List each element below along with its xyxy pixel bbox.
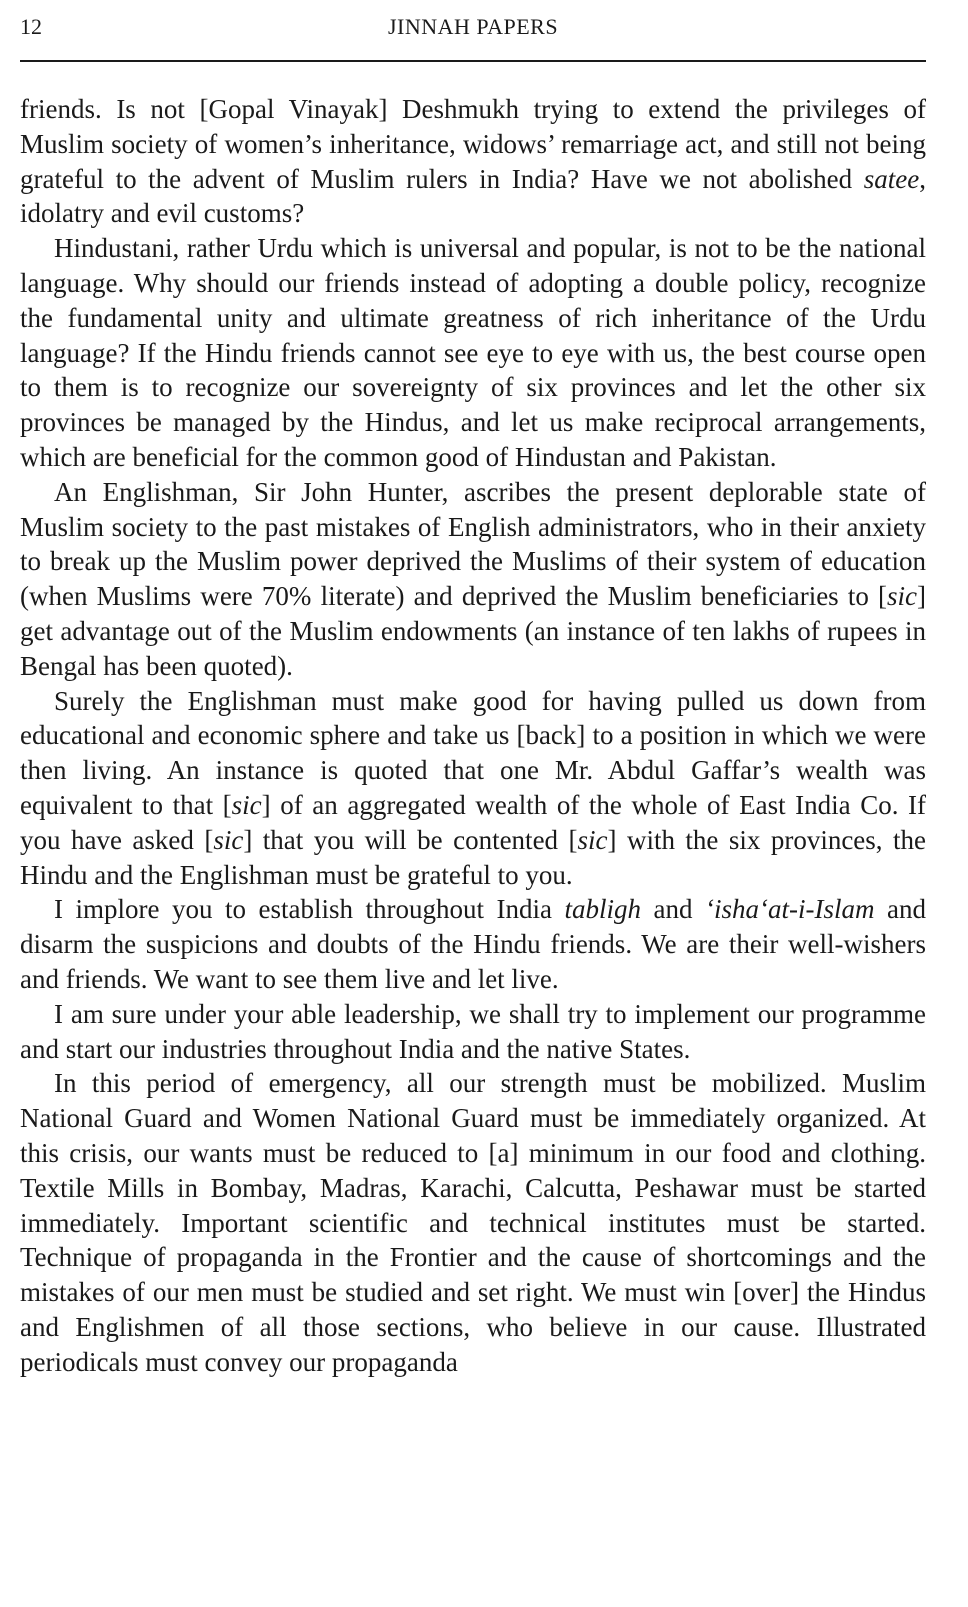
paragraph — [20, 997, 926, 1067]
text-run: An Englishman, Sir John Hunter, ascribes the present deplorable state of Muslim society to the past mistakes of English administrators, who in their anxiety to break up the Muslim power deprived the Muslims of their system of education (when Muslims were 70% literate) and deprived the Muslim beneficiaries to [ — [20, 476, 926, 612]
italic-term: sic — [231, 789, 262, 820]
paragraph — [20, 475, 926, 684]
page-header — [20, 12, 926, 52]
text-run: and disarm the suspicions and doubts of the Hindu friends. We are their well-wishers and friends. We want to see them live and let live. — [20, 894, 927, 994]
text-run: I am sure under your able leadership, we shall try to implement our programme and start our industries throughout India and the native States. — [20, 998, 926, 1064]
text-run: I implore you to establish throughout India — [54, 894, 565, 925]
text-run: friends. Is not [Gopal Vinayak] Deshmukh trying to extend the privileges of Muslim society of women’s inheritance, widows’ remarriage act, and still not being grateful to the advent of Muslim rulers in India? Have we not abolished — [20, 94, 926, 194]
paragraph — [20, 1066, 926, 1379]
text-run: In this period of emergency, all our strength must be mobilized. Muslim National Guard and Women National Guard must be immediately organized. At this crisis, our wants must be reduced to [a] minimum in our food and clothing. Textile Mills in Bombay, Madras, Karachi, Calcutta, Peshawar must be started immediately. Important scientific and technical institutes must be started. Technique of propaganda in the Frontier and the cause of shortcomings and the mistakes of our men must be studied and set right. We must win [over] the Hindus and Englishmen of all those sections, who believe in our cause. Illustrated periodicals must convey our propaganda — [20, 1068, 926, 1377]
running-head: JINNAH PAPERS — [387, 14, 559, 39]
text-run: and — [641, 894, 706, 925]
text-run: , idolatry and evil customs? — [20, 163, 926, 229]
paragraph-continuation — [20, 92, 926, 231]
italic-term: satee — [863, 163, 920, 194]
text-run: ] that you will be contented [ — [243, 824, 578, 855]
paragraph — [20, 892, 926, 996]
text-run: ] of an aggregated wealth of the whole of East India Co. If you have asked [ — [20, 789, 926, 855]
header-rule — [20, 60, 926, 62]
text-run: Hindustani, rather Urdu which is universal and popular, is not to be the national language. Why should our friends instead of adopting a double policy, recognize the fundamental unity and ultimate greatness of rich inheritance of the Urdu language? If the Hindu friends cannot see eye to eye with us, the best course open to them is to recognize our sovereignty of six provinces and let the other six provinces be managed by the Hindus, and let us make reciprocal arrangements, which are beneficial for the common good of Hindustan and Pakistan. — [20, 233, 926, 472]
paragraph — [20, 684, 926, 893]
text-run: ] with the six provinces, the Hindu and the Englishman must be grateful to you. — [20, 824, 926, 890]
body-text — [20, 92, 926, 1379]
page-number: 12 — [20, 14, 42, 39]
italic-term: ‘isha‘at-i-Islam — [705, 894, 875, 925]
paragraph — [20, 231, 926, 475]
italic-term: tabligh — [564, 894, 642, 925]
text-run: ] get advantage out of the Muslim endowments (an instance of ten lakhs of rupees in Bengal has been quoted). — [20, 581, 926, 681]
italic-term: sic — [577, 824, 608, 855]
text-run: Surely the Englishman must make good for having pulled us down from educational and economic sphere and take us [back] to a position in which we were then living. An instance is quoted that one Mr. Abdul Gaffar’s wealth was equivalent to that [ — [20, 685, 926, 820]
italic-term: sic — [213, 824, 244, 855]
italic-term: sic — [887, 581, 917, 612]
